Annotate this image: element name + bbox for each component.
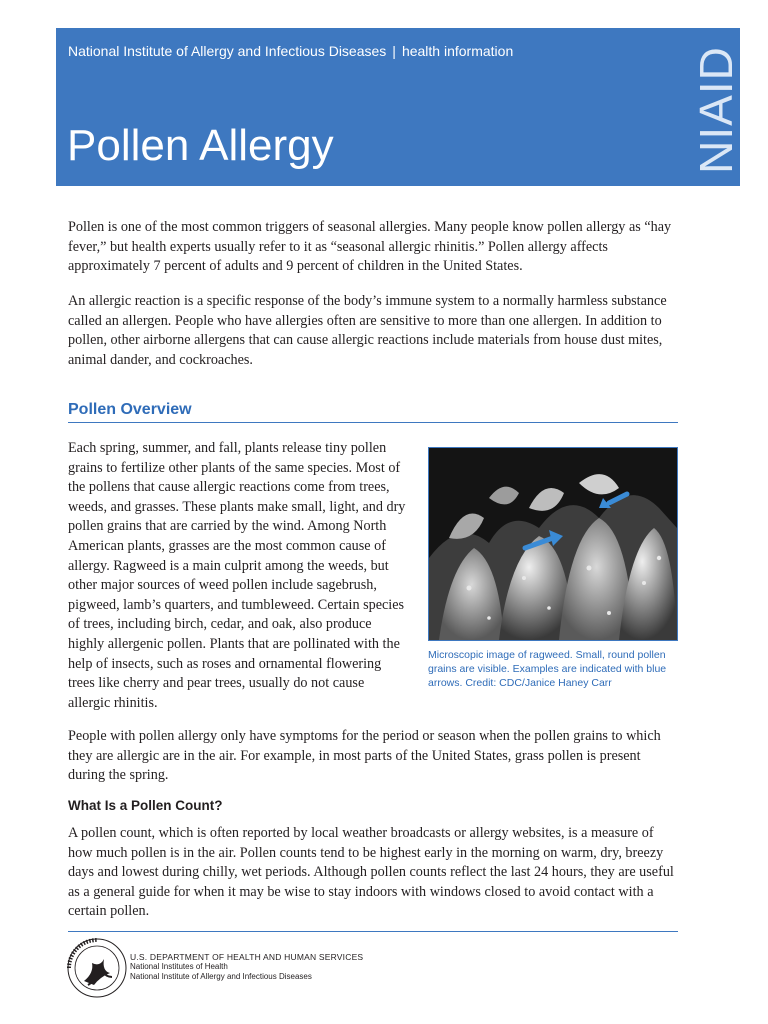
hhs-seal-icon — [66, 937, 128, 999]
ragweed-micrograph — [428, 447, 678, 641]
page-title: Pollen Allergy — [67, 121, 334, 170]
footer-niaid: National Institute of Allergy and Infectious Diseases — [130, 972, 312, 981]
footer-dept: U.S. DEPARTMENT OF HEALTH AND HUMAN SERVICES — [130, 952, 364, 962]
intro-paragraph-2: An allergic reaction is a specific response of the body’s immune system to a normally harmless substance called an allergen. People who have allergies often are sensitive to more than one allergen. In addition to pollen, other airborne allergens that can cause allergic reactions include materials from house dust mites, animal dander, and cockroaches. — [68, 293, 667, 368]
niaid-logo-text: NIAID — [690, 46, 742, 174]
header-separator: | — [392, 43, 396, 59]
pollen-count-paragraph: A pollen count, which is often reported by local weather broadcasts or allergy websites, is a measure of how much pollen is in the air. Pollen counts tend to be highest early in the morning on warm, dry, breezy days and lowest during chilly, wet periods. Although pollen counts reflect the last 24 hours, they are useful as a general guide for when it may be wise to stay indoors with windows closed to avoid contact with a certain pollen. — [68, 825, 674, 920]
header-banner — [56, 28, 740, 186]
ragweed-micrograph-illustration — [429, 448, 677, 640]
footer-agency-block — [130, 952, 363, 982]
footer-divider — [68, 931, 678, 932]
header-org-line — [68, 43, 513, 59]
section-heading-pollen-overview: Pollen Overview — [68, 401, 678, 423]
intro-paragraph-1: Pollen is one of the most common triggers of seasonal allergies. Many people know pollen allergy as “hay fever,” but health experts usually refer to it as “seasonal allergic rhinitis.” Pollen allergy affects approximately 7 percent of adults and 9 percent of children in the United States. — [68, 219, 672, 275]
niaid-logo — [690, 42, 742, 178]
micrograph-caption: Microscopic image of ragweed. Small, round pollen grains are visible. Examples are indicated with blue arrows. Credit: CDC/Janice Haney Carr — [428, 649, 667, 689]
footer-nih: National Institutes of Health — [130, 962, 228, 971]
org-name: National Institute of Allergy and Infectious Diseases — [68, 43, 387, 59]
header-section: health information — [401, 43, 514, 59]
overview-paragraph-2: People with pollen allergy only have symptoms for the period or season when the pollen grains to which they are allergic are in the air. For example, in most parts of the United States, grass pollen is present during the spring. — [68, 728, 661, 784]
subheading-pollen-count: What Is a Pollen Count? — [68, 798, 223, 813]
overview-paragraph-1: Each spring, summer, and fall, plants release tiny pollen grains to fertilize other plants of the same species. Most of the pollens that cause allergic reactions come from trees, weeds, and grasses. These plants make small, light, and dry pollen grains that are carried by the wind. Among North American plants, grasses are the most common cause of allergy. Ragweed is a main culprit among the weeds, but other major sources of weed pollen include sagebrush, pigweed, lamb’s quarters, and tumbleweed. Certain species of trees, including birch, cedar, and oak, also produce highly allergenic pollen. Plants that are pollinated with the help of insects, such as roses and ornamental flowering trees like cherry and pear trees, usually do not cause allergic rhinitis. — [68, 440, 406, 711]
